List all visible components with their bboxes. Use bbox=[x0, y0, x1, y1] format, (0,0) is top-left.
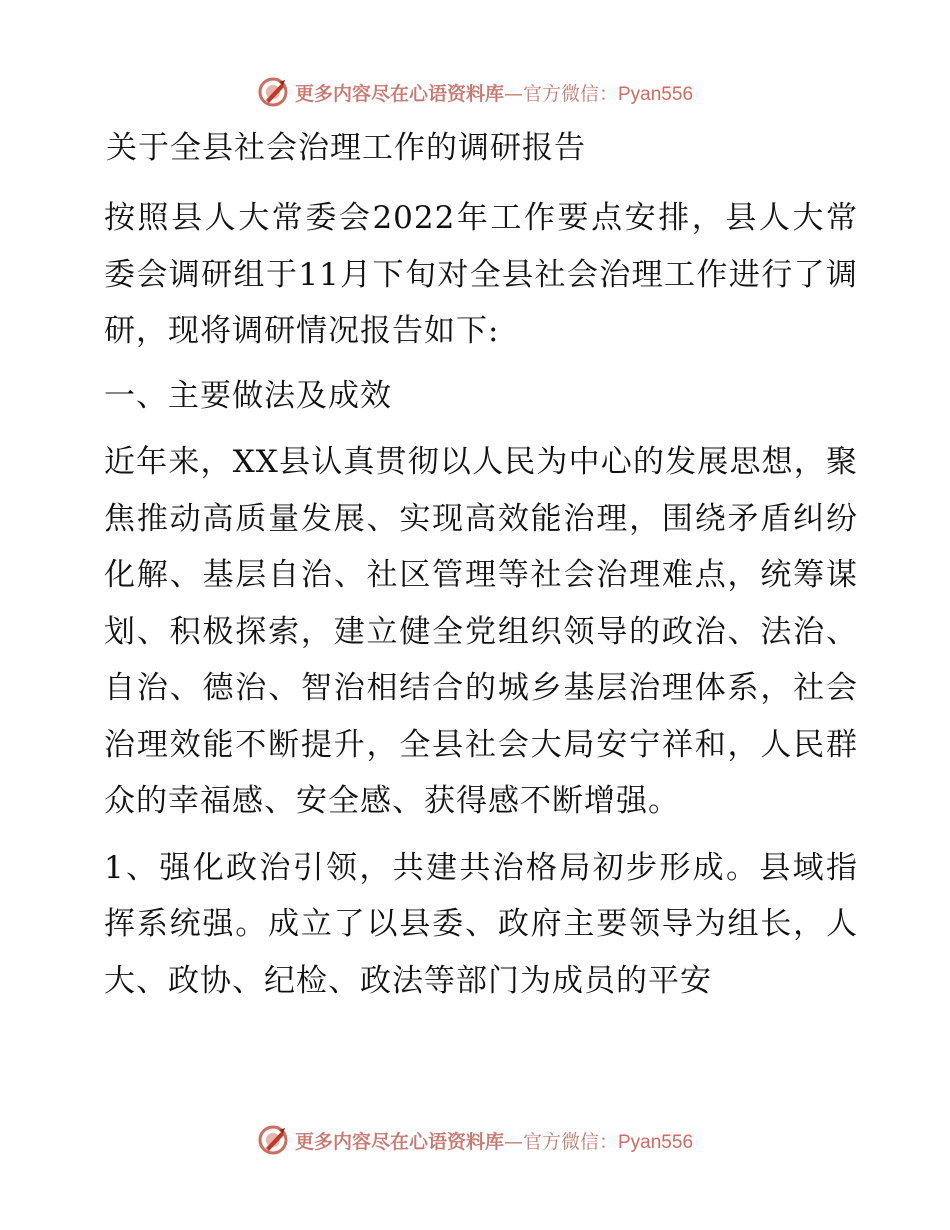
watermark-text bbox=[295, 1127, 693, 1154]
section-heading: 一、主要做法及成效 bbox=[104, 377, 392, 414]
footer-watermark bbox=[0, 1120, 950, 1160]
watermark-wechat-id: Pyan556 bbox=[618, 1131, 694, 1153]
watermark-separator: — bbox=[503, 82, 523, 105]
watermark-separator: — bbox=[503, 1130, 523, 1153]
paragraph-overview: 近年来，XX县认真贯彻以人民为中心的发展思想，聚焦推动高质量发展、实现高效能治理，围绕矛盾纠纷化解、基层自治、社区管理等社会治理难点，统筹谋划、积极探索，建立健全党组织领导的政治、法治、自治、德治、智治相结合的城乡基层治理体系，社会治理效能不断提升，全县社会大局安宁祥和，人民群众的幸福感、安全感、获得感不断增强。 bbox=[104, 444, 858, 819]
document-body bbox=[98, 122, 858, 1009]
document-title: 关于全县社会治理工作的调研报告 bbox=[106, 130, 586, 166]
watermark-wechat-id: Pyan556 bbox=[618, 83, 694, 105]
watermark-main: 更多内容尽在心语资料库 bbox=[294, 1130, 504, 1153]
paragraph-intro: 按照县人大常委会2022年工作要点安排，县人大常委会调研组于11月下旬对全县社会治理工作进行了调研，现将调研情况报告如下: bbox=[104, 200, 858, 349]
watermark-main: 更多内容尽在心语资料库 bbox=[294, 82, 504, 105]
watermark-official: 官方微信： bbox=[522, 1130, 618, 1153]
logo-icon bbox=[257, 1124, 289, 1156]
header-watermark bbox=[0, 72, 950, 112]
paragraph-point-1: 1、强化政治引领，共建共治格局初步形成。县域指挥系统强。成立了以县委、政府主要领导为组长，人大、政协、纪检、政法等部门为成员的平安 bbox=[104, 849, 858, 999]
logo-icon bbox=[257, 76, 289, 108]
watermark-text bbox=[295, 79, 693, 106]
watermark-official: 官方微信： bbox=[522, 82, 618, 105]
